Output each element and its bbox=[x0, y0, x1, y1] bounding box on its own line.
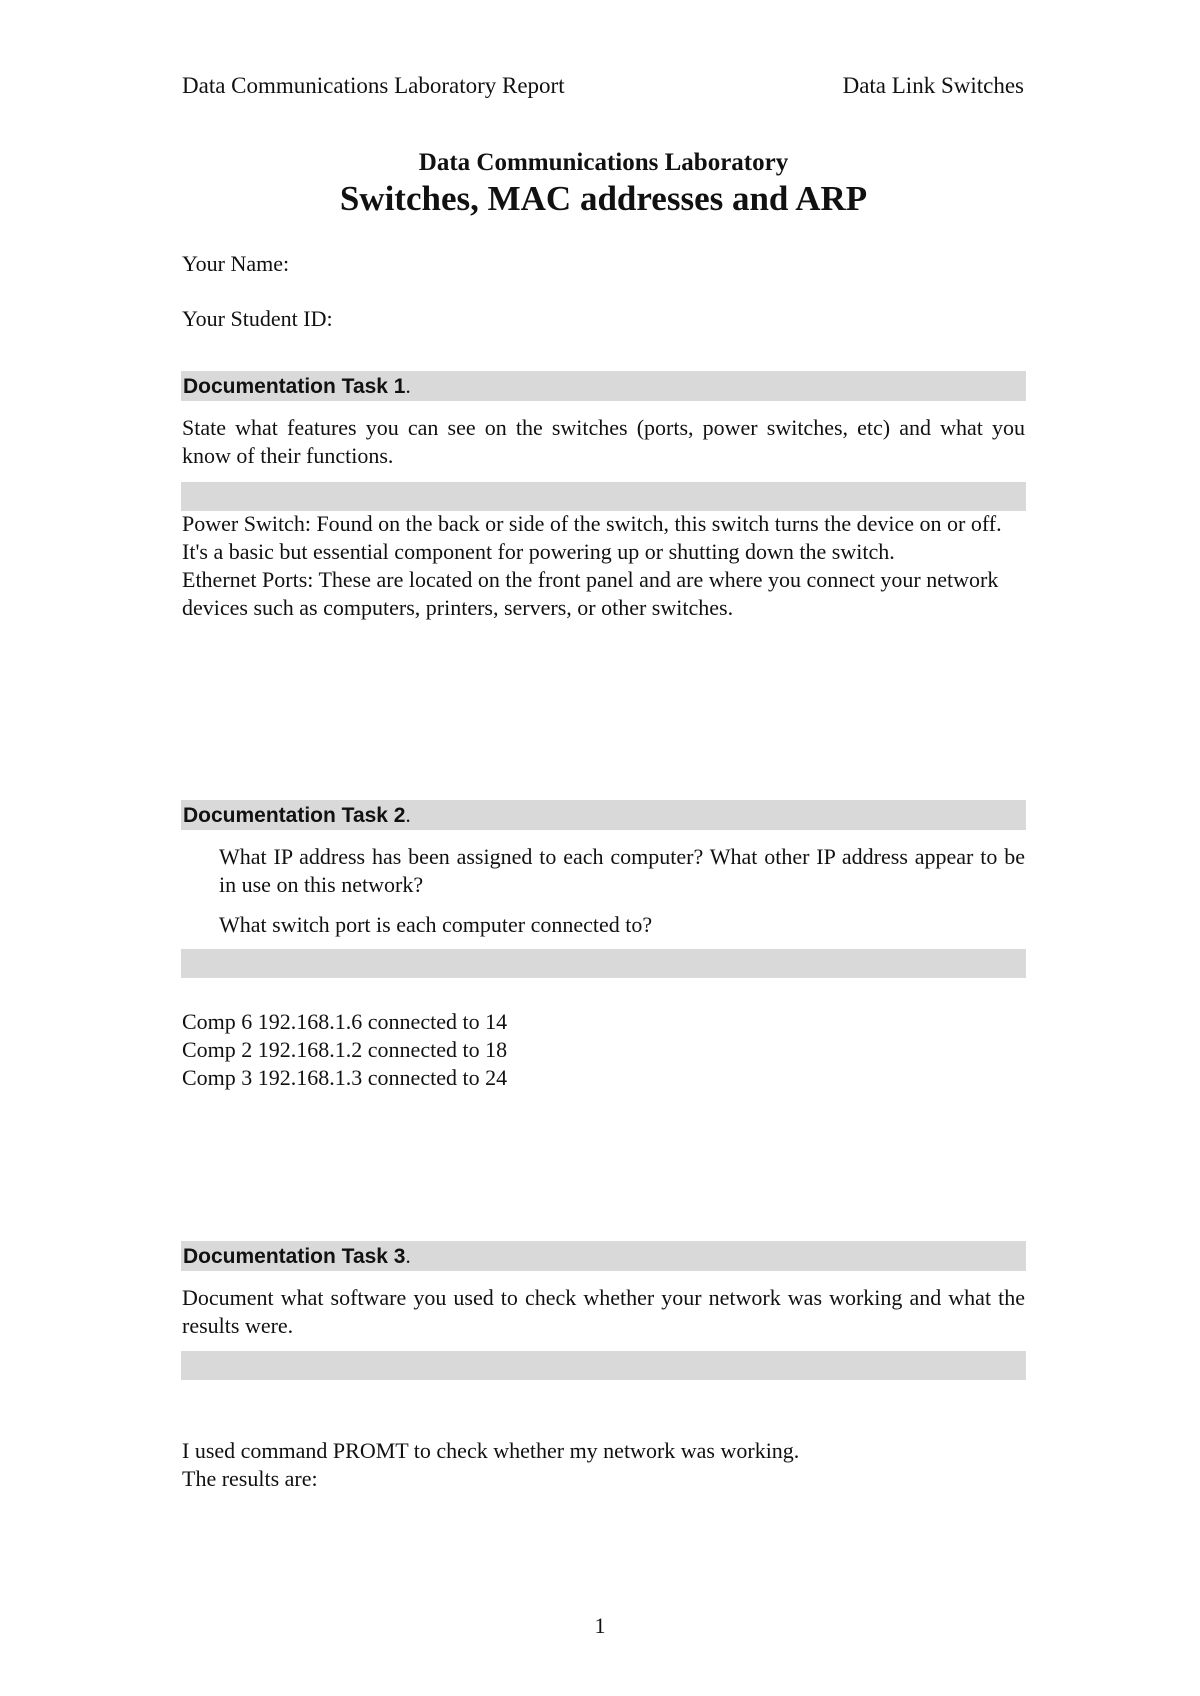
task-1-answer-paragraph: Power Switch: Found on the back or side of the switch, this switch turns the device on or off. It's a basic but essential component for powering up or shutting down the switch. bbox=[182, 511, 1002, 564]
task-3-answer-separator bbox=[181, 1351, 1026, 1380]
task-2-question-2: What switch port is each computer connected to? bbox=[219, 912, 653, 937]
task-2-heading bbox=[181, 800, 1026, 830]
task-1-heading bbox=[181, 371, 1026, 401]
student-id-field-label: Your Student ID: bbox=[182, 306, 333, 331]
task-2-label: Documentation Task 2 bbox=[183, 804, 406, 827]
header-section-title: Data Link Switches bbox=[842, 73, 1024, 98]
task-1-question: State what features you can see on the switches (ports, power switches, etc) and what you know of their functions. bbox=[182, 415, 1025, 468]
name-field-label: Your Name: bbox=[182, 251, 290, 276]
header-report-title: Data Communications Laboratory Report bbox=[182, 73, 565, 98]
task-1-suffix: . bbox=[405, 374, 411, 398]
task-3-heading bbox=[181, 1241, 1026, 1271]
task-3-answer bbox=[182, 1437, 1025, 1493]
task-2-question-1: What IP address has been assigned to each computer? What other IP address appear to be in use on this network? bbox=[219, 844, 1025, 897]
answer-line: Comp 3 192.168.1.3 connected to 24 bbox=[182, 1065, 508, 1090]
answer-line: I used command PROMT to check whether my network was working. bbox=[182, 1438, 800, 1463]
task-1-answer bbox=[182, 510, 1025, 622]
task-3-question: Document what software you used to check whether your network was working and what the results were. bbox=[182, 1285, 1025, 1338]
page-number: 1 bbox=[594, 1613, 606, 1638]
task-2-answer-separator bbox=[181, 949, 1026, 978]
task-3-suffix: . bbox=[405, 1244, 411, 1268]
page-title: Switches, MAC addresses and ARP bbox=[339, 179, 868, 218]
task-2-suffix: . bbox=[405, 803, 411, 827]
answer-line: The results are: bbox=[182, 1466, 318, 1491]
task-1-answer-paragraph: Ethernet Ports: These are located on the front panel and are where you connect your network devices such as computers, printers, servers, or other switches. bbox=[182, 567, 999, 620]
task-2-answer bbox=[182, 1008, 1025, 1092]
task-1-answer-separator bbox=[181, 482, 1026, 511]
answer-line: Comp 6 192.168.1.6 connected to 14 bbox=[182, 1009, 508, 1034]
task-1-label: Documentation Task 1 bbox=[183, 375, 406, 398]
lab-title: Data Communications Laboratory bbox=[418, 149, 789, 176]
answer-line: Comp 2 192.168.1.2 connected to 18 bbox=[182, 1037, 508, 1062]
task-3-label: Documentation Task 3 bbox=[183, 1245, 406, 1268]
